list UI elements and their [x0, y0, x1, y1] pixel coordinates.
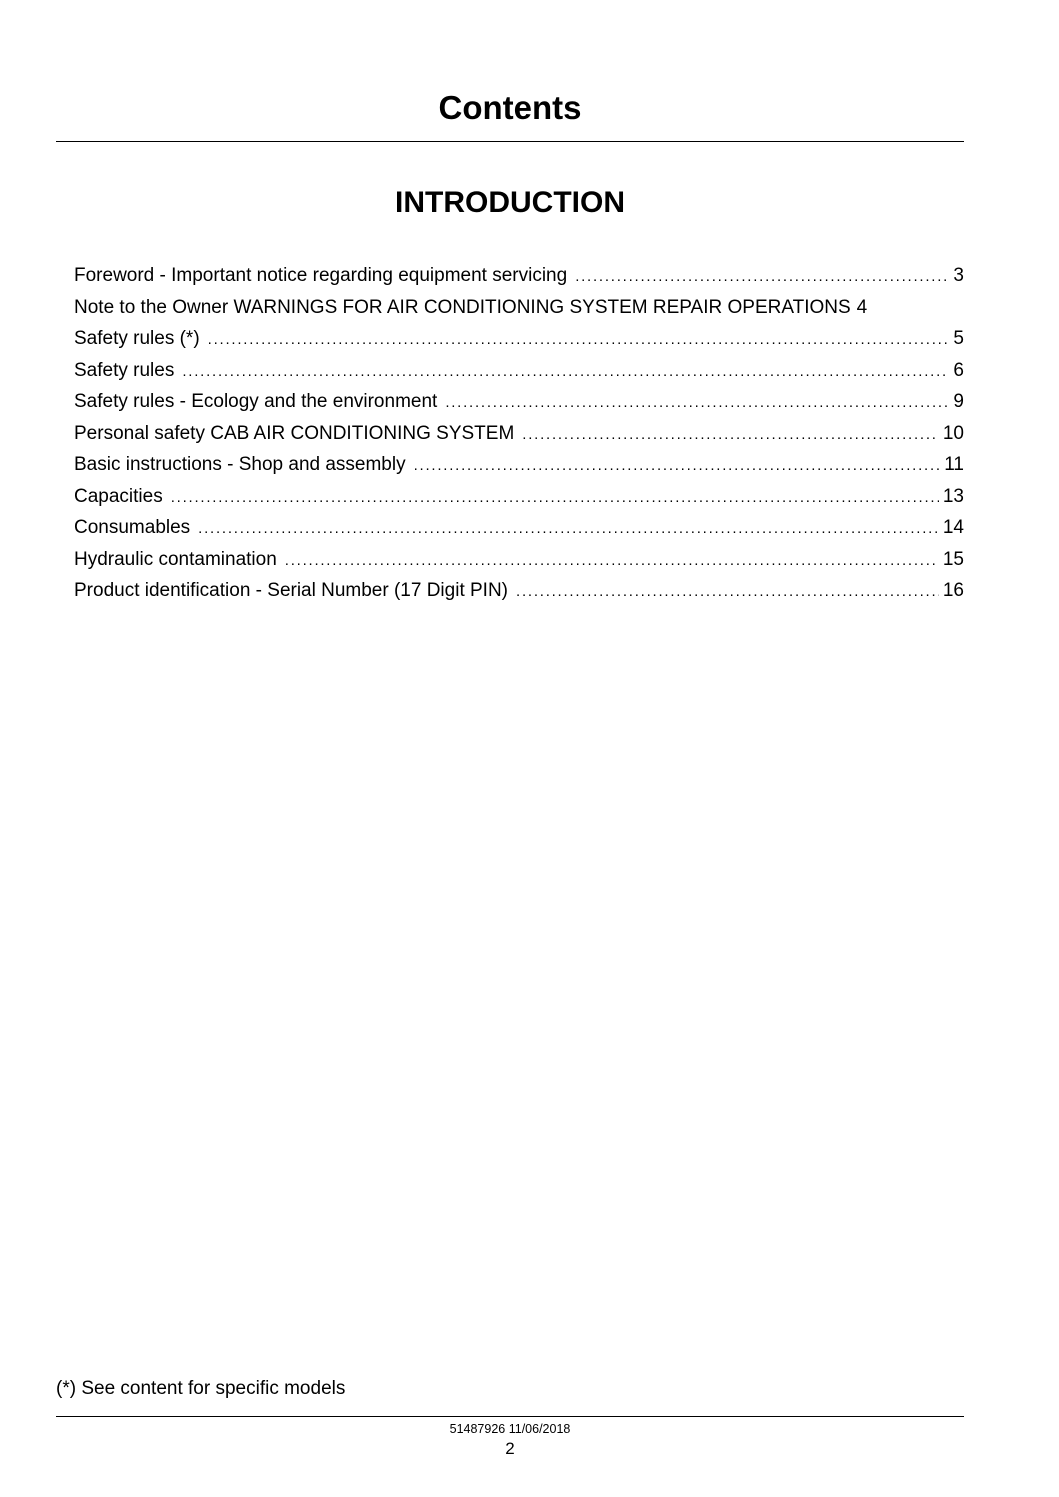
toc-dot-leader — [285, 545, 939, 577]
toc-dot-leader — [182, 356, 949, 388]
toc-entry-page: 13 — [942, 485, 964, 507]
toc-entry-label: Safety rules — [74, 359, 175, 381]
toc-dot-leader — [208, 324, 950, 356]
section-heading: INTRODUCTION — [395, 186, 625, 219]
footer-divider — [56, 1416, 964, 1417]
toc-entry-page: 14 — [942, 517, 964, 538]
toc-entry-page: 15 — [942, 548, 964, 570]
toc-entry-page: 4 — [856, 296, 868, 318]
table-of-contents — [74, 260, 964, 607]
page-number: 2 — [505, 1439, 515, 1458]
toc-entry[interactable] — [74, 575, 964, 607]
toc-entry[interactable] — [74, 260, 964, 292]
toc-dot-leader — [171, 482, 939, 514]
toc-entry-page: 5 — [953, 328, 964, 349]
toc-dot-leader — [198, 513, 939, 545]
toc-entry[interactable] — [74, 418, 964, 450]
toc-entry-label: Basic instructions - Shop and assembly — [74, 454, 406, 475]
toc-entry[interactable] — [74, 355, 964, 387]
toc-entry-page: 3 — [953, 265, 964, 286]
toc-entry-page: 6 — [953, 359, 964, 381]
toc-entry-page: 11 — [944, 454, 964, 475]
document-id: 51487926 11/06/2018 — [449, 1422, 571, 1436]
title-divider — [56, 141, 964, 142]
toc-entry[interactable] — [74, 386, 964, 418]
toc-entry-page: 9 — [953, 391, 964, 412]
toc-entry[interactable] — [74, 481, 964, 513]
toc-dot-leader — [445, 387, 949, 419]
toc-entry[interactable] — [74, 544, 964, 576]
page-title: Contents — [438, 89, 582, 126]
toc-entry-page: 10 — [942, 422, 964, 444]
toc-entry[interactable] — [74, 512, 964, 544]
toc-dot-leader — [575, 261, 949, 293]
toc-entry-label: Note to the Owner WARNINGS FOR AIR CONDITIONING SYSTEM REPAIR OPERATIONS — [74, 296, 851, 318]
toc-entry-label: Consumables — [74, 517, 191, 538]
toc-entry-label: Hydraulic contamination — [74, 548, 277, 570]
toc-entry[interactable] — [74, 449, 964, 481]
toc-entry-label: Safety rules (*) — [74, 328, 200, 349]
toc-entry[interactable] — [74, 323, 964, 355]
toc-entry-label: Safety rules - Ecology and the environment — [74, 391, 438, 412]
footnote: (*) See content for specific models — [56, 1378, 346, 1399]
toc-entry-page: 16 — [942, 580, 964, 601]
toc-dot-leader — [414, 450, 941, 482]
toc-dot-leader — [516, 576, 939, 608]
toc-entry-label: Capacities — [74, 485, 163, 507]
toc-dot-leader — [522, 419, 939, 451]
toc-entry[interactable] — [74, 292, 964, 324]
toc-entry-label: Personal safety CAB AIR CONDITIONING SYSTEM — [74, 422, 515, 444]
toc-entry-label: Product identification - Serial Number (17 Digit PIN) — [74, 580, 509, 601]
toc-entry-label: Foreword - Important notice regarding equipment servicing — [74, 265, 568, 286]
